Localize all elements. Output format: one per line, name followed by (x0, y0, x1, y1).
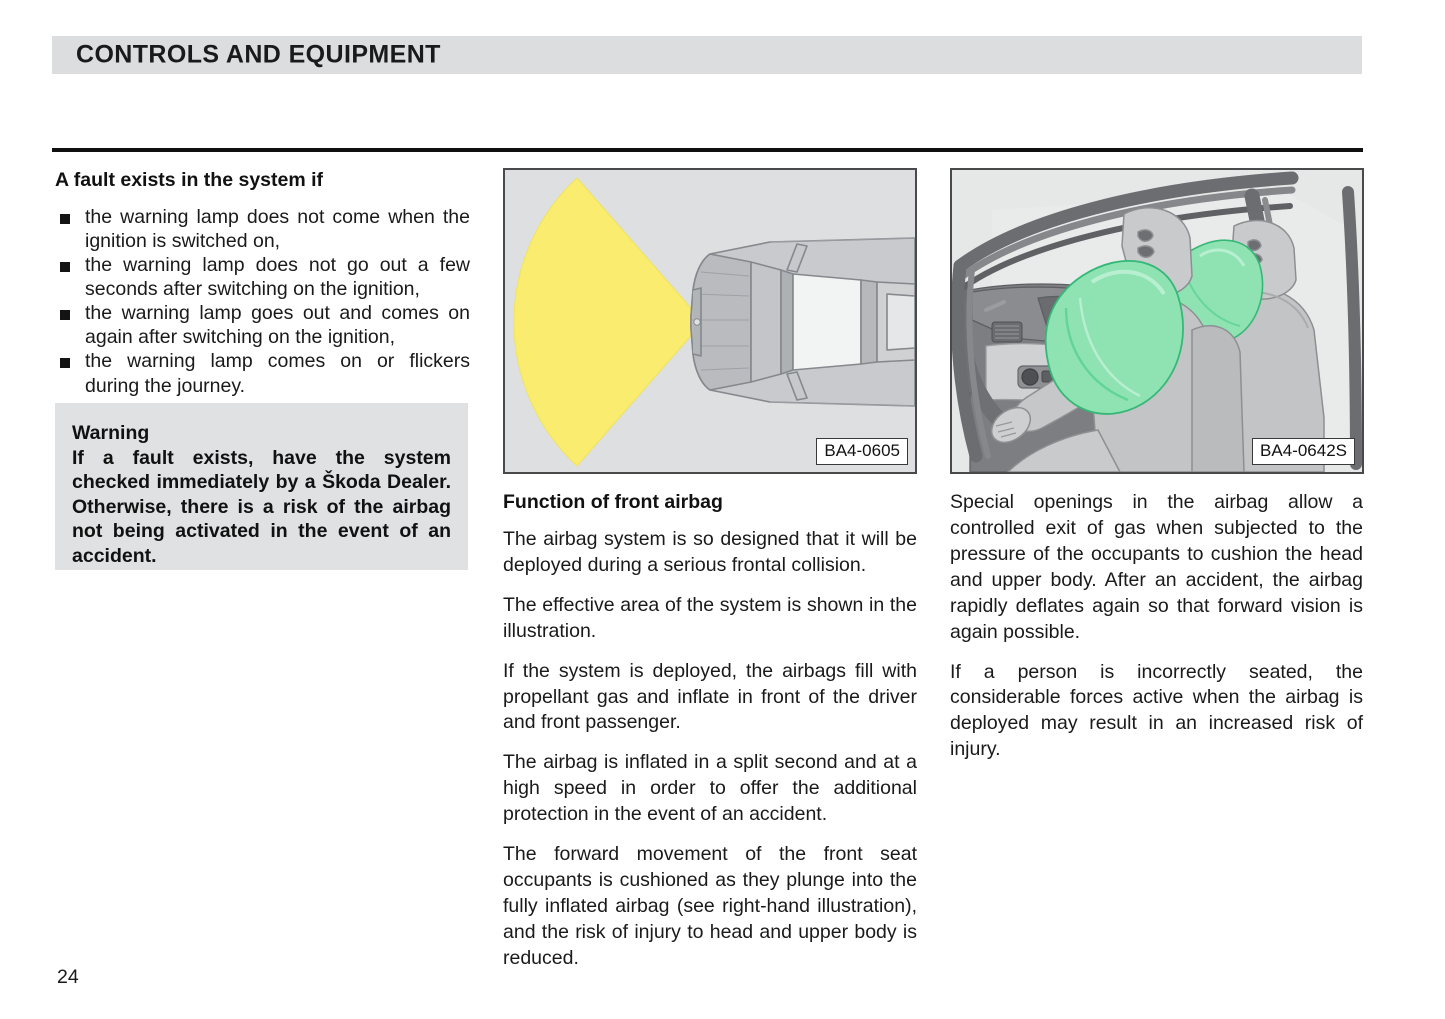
paragraph: The forward movement of the front seat occupants is cushioned as they plunge into the fully inflated airbag (see right-hand illustration), and the risk of injury to head and upper body is reduced. (503, 843, 917, 969)
figure-label: BA4-0642S (1252, 438, 1355, 465)
list-item-label: the warning lamp goes out and comes on again after switching on the ignition, (85, 302, 470, 349)
warning-title: Warning (72, 422, 150, 444)
page-number: 24 (57, 966, 79, 988)
list-item (55, 301, 470, 349)
warning-body-text: If a fault exists, have the system checked immediately by a Škoda Dealer. Otherwise, there is a risk of the airbag not being activated in the event of an accident. (72, 446, 451, 567)
warning-callout-box (55, 403, 468, 570)
list-item-label: the warning lamp does not go out a few seconds after switching on the ignition, (85, 254, 470, 301)
chapter-header-bar (52, 36, 1362, 74)
square-bullet-icon (60, 358, 70, 368)
figure-label: BA4-0605 (816, 438, 908, 465)
paragraph: If the system is deployed, the airbags fill with propellant gas and inflate in front of the driver and front passenger. (503, 659, 917, 734)
left-column (55, 168, 470, 398)
fault-section-heading: A fault exists in the system if (55, 169, 324, 191)
paragraph: The effective area of the system is shown in the illustration. (503, 593, 917, 642)
paragraph: Special openings in the airbag allow a controlled exit of gas when subjected to the pressure of the occupants to cushion the head and upper body. After an accident, the airbag rapidly deflates again so that forward vision is again possible. (950, 491, 1363, 643)
fault-condition-list (55, 205, 470, 398)
square-bullet-icon (60, 310, 70, 320)
figure-deployed-airbag-interior (950, 168, 1364, 474)
square-bullet-icon (60, 214, 70, 224)
paragraph: If a person is incorrectly seated, the considerable forces active when the airbag is deployed may result in an increased risk of injury. (950, 660, 1363, 761)
page-title: CONTROLS AND EQUIPMENT (76, 40, 441, 69)
list-item (55, 253, 470, 301)
list-item (55, 205, 470, 253)
list-item (55, 349, 470, 397)
right-column (950, 168, 1363, 763)
airbag-detection-zone-illustration (505, 170, 915, 472)
function-section-heading: Function of front airbag (503, 491, 723, 513)
list-item-label: the warning lamp comes on or flickers during the journey. (85, 350, 470, 397)
square-bullet-icon (60, 262, 70, 272)
middle-column (503, 168, 917, 972)
deployed-airbag-interior-illustration (952, 170, 1362, 472)
paragraph: The airbag is inflated in a split second and at a high speed in order to offer the additional protection in the event of an accident. (503, 751, 917, 826)
header-divider-rule (52, 148, 1363, 152)
paragraph: The airbag system is so designed that it will be deployed during a serious frontal collision. (503, 527, 917, 576)
list-item-label: the warning lamp does not come when the ignition is switched on, (85, 205, 470, 253)
figure-airbag-detection-zone (503, 168, 917, 474)
